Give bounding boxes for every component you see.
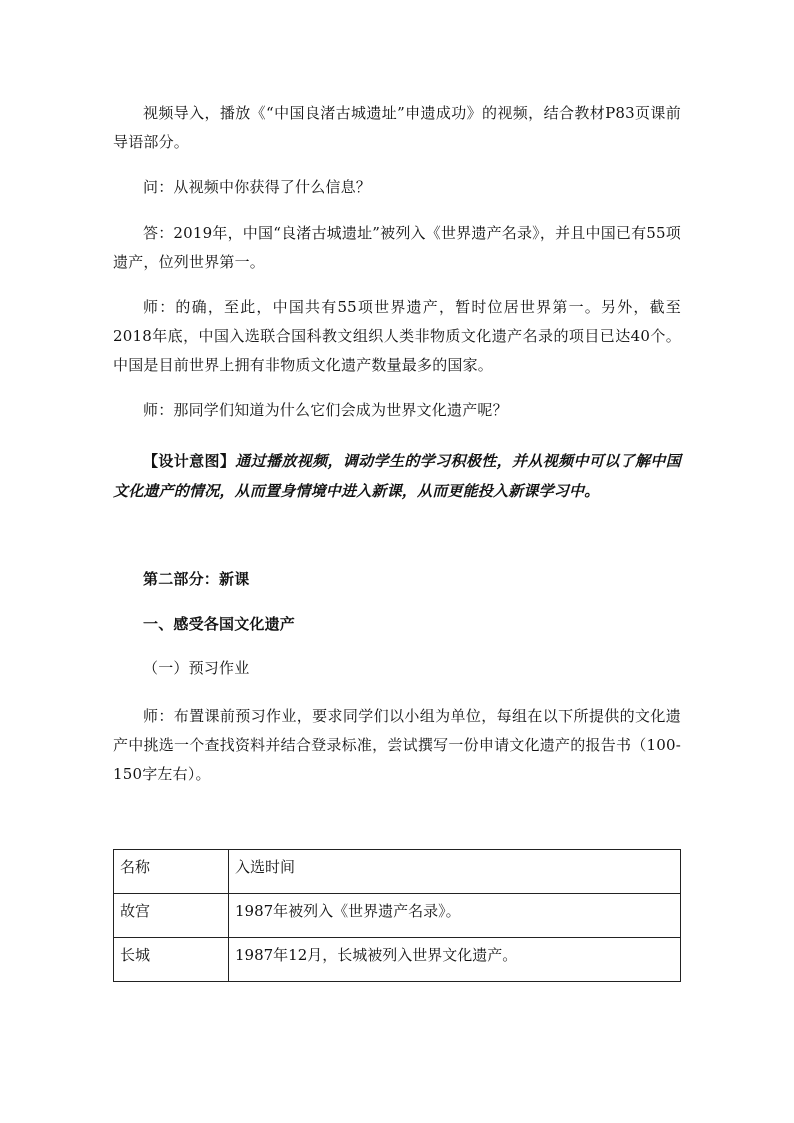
intro-paragraph: 视频导入，播放《“中国良渚古城遗址”申遗成功》的视频，结合教材P83页课前导语部分。 bbox=[113, 104, 681, 151]
table-cell: 1987年12月，长城被列入世界文化遗产。 bbox=[229, 938, 681, 982]
table-cell: 故宫 bbox=[114, 894, 229, 938]
table-cell: 1987年被列入《世界遗产名录》。 bbox=[229, 894, 681, 938]
design-intent-text: 通过播放视频，调动学生的学习积极性，并从视频中可以了解中国文化遗产的情况，从而置身情境中进入新课，从而更能投入新课学习中。 bbox=[113, 452, 681, 500]
heritage-table bbox=[113, 849, 681, 982]
table-row bbox=[114, 938, 681, 982]
table-cell: 长城 bbox=[114, 938, 229, 982]
subsection-heading: （一）预习作业 bbox=[143, 659, 250, 677]
answer-paragraph: 答：2019年，中国“良渚古城遗址”被列入《世界遗产名录》，并且中国已有55项遗产，位列世界第一。 bbox=[113, 224, 681, 271]
design-intent-paragraph bbox=[113, 446, 681, 506]
question-paragraph: 问：从视频中你获得了什么信息？ bbox=[143, 178, 372, 196]
design-intent-label: 【设计意图】 bbox=[143, 452, 236, 470]
table-row bbox=[114, 894, 681, 938]
table-header-cell: 名称 bbox=[114, 850, 229, 894]
part-heading: 第二部分：新课 bbox=[143, 570, 250, 588]
table-header-row bbox=[114, 850, 681, 894]
teacher-paragraph-1: 师：的确，至此，中国共有55项世界遗产，暂时位居世界第一。另外，截至2018年底，中国入选联合国科教文组织人类非物质文化遗产名录的项目已达40个。中国是目前世界上拥有非物质文化遗产数量最多的国家。 bbox=[113, 298, 681, 374]
assignment-paragraph: 师：布置课前预习作业，要求同学们以小组为单位，每组在以下所提供的文化遗产中挑选一个查找资料并结合登录标准，尝试撰写一份申请文化遗产的报告书（100-150字左右）。 bbox=[113, 707, 681, 783]
table-header-cell: 入选时间 bbox=[229, 850, 681, 894]
teacher-paragraph-2: 师：那同学们知道为什么它们会成为世界文化遗产呢？ bbox=[143, 401, 508, 419]
section-heading: 一、感受各国文化遗产 bbox=[143, 615, 296, 633]
